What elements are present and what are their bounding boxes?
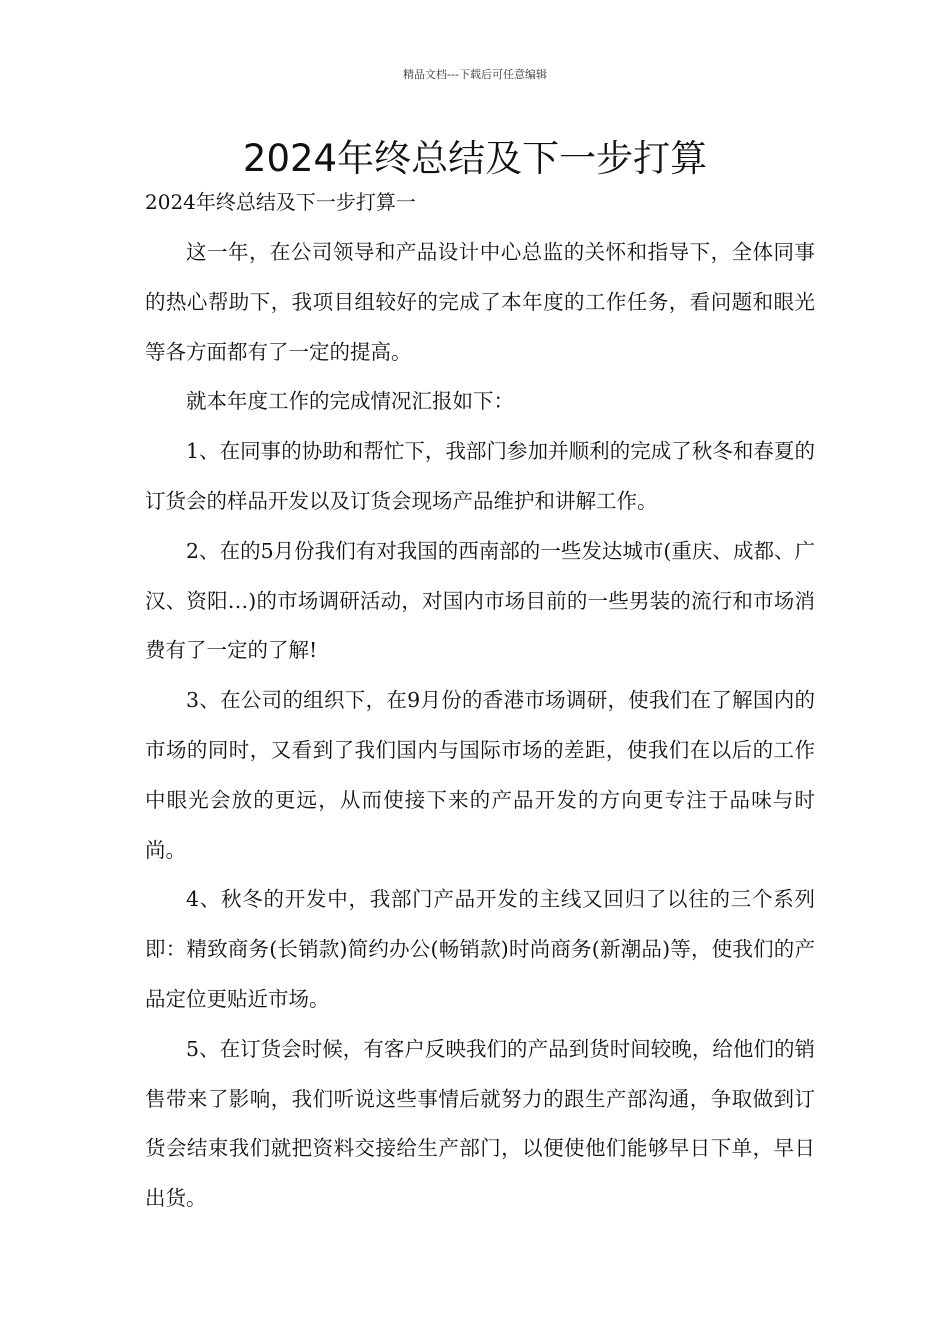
paragraph-item-5: 5、在订货会时候，有客户反映我们的产品到货时间较晚，给他们的销售带来了影响，我们听说这些事情后就努力的跟生产部沟通，争取做到订货会结束我们就把资料交接给生产部门，以便使他们能够早日下单，早日出货。 xyxy=(145,1036,815,1211)
paragraph-item-4: 4、秋冬的开发中，我部门产品开发的主线又回归了以往的三个系列即：精致商务(长销款)简约办公(畅销款)时尚商务(新潮品)等，使我们的产品定位更贴近市场。 xyxy=(145,887,815,1011)
header-note: 精品文档---下载后可任意编辑 xyxy=(403,68,547,81)
paragraph-intro: 这一年，在公司领导和产品设计中心总监的关怀和指导下，全体同事的热心帮助下，我项目组较好的完成了本年度的工作任务，看问题和眼光等各方面都有了一定的提高。 xyxy=(145,240,815,364)
document-title: 2024年终总结及下一步打算 xyxy=(242,137,708,180)
paragraph-item-1: 1、在同事的协助和帮忙下，我部门参加并顺利的完成了秋冬和春夏的订货会的样品开发以及订货会现场产品维护和讲解工作。 xyxy=(145,439,815,513)
paragraph-item-2: 2、在的5月份我们有对我国的西南部的一些发达城市(重庆、成都、广汉、资阳…)的市场调研活动，对国内市场目前的一些男装的流行和市场消费有了一定的了解! xyxy=(145,538,815,663)
document-body xyxy=(145,228,815,1224)
document-subtitle: 2024年终总结及下一步打算一 xyxy=(145,190,416,214)
paragraph-summary-lead: 就本年度工作的完成情况汇报如下： xyxy=(186,389,514,414)
paragraph-item-3: 3、在公司的组织下，在9月份的香港市场调研，使我们在了解国内的市场的同时，又看到了我们国内与国际市场的差距，使我们在以后的工作中眼光会放的更远，从而使接下来的产品开发的方向更专注于品味与时尚。 xyxy=(145,688,815,862)
